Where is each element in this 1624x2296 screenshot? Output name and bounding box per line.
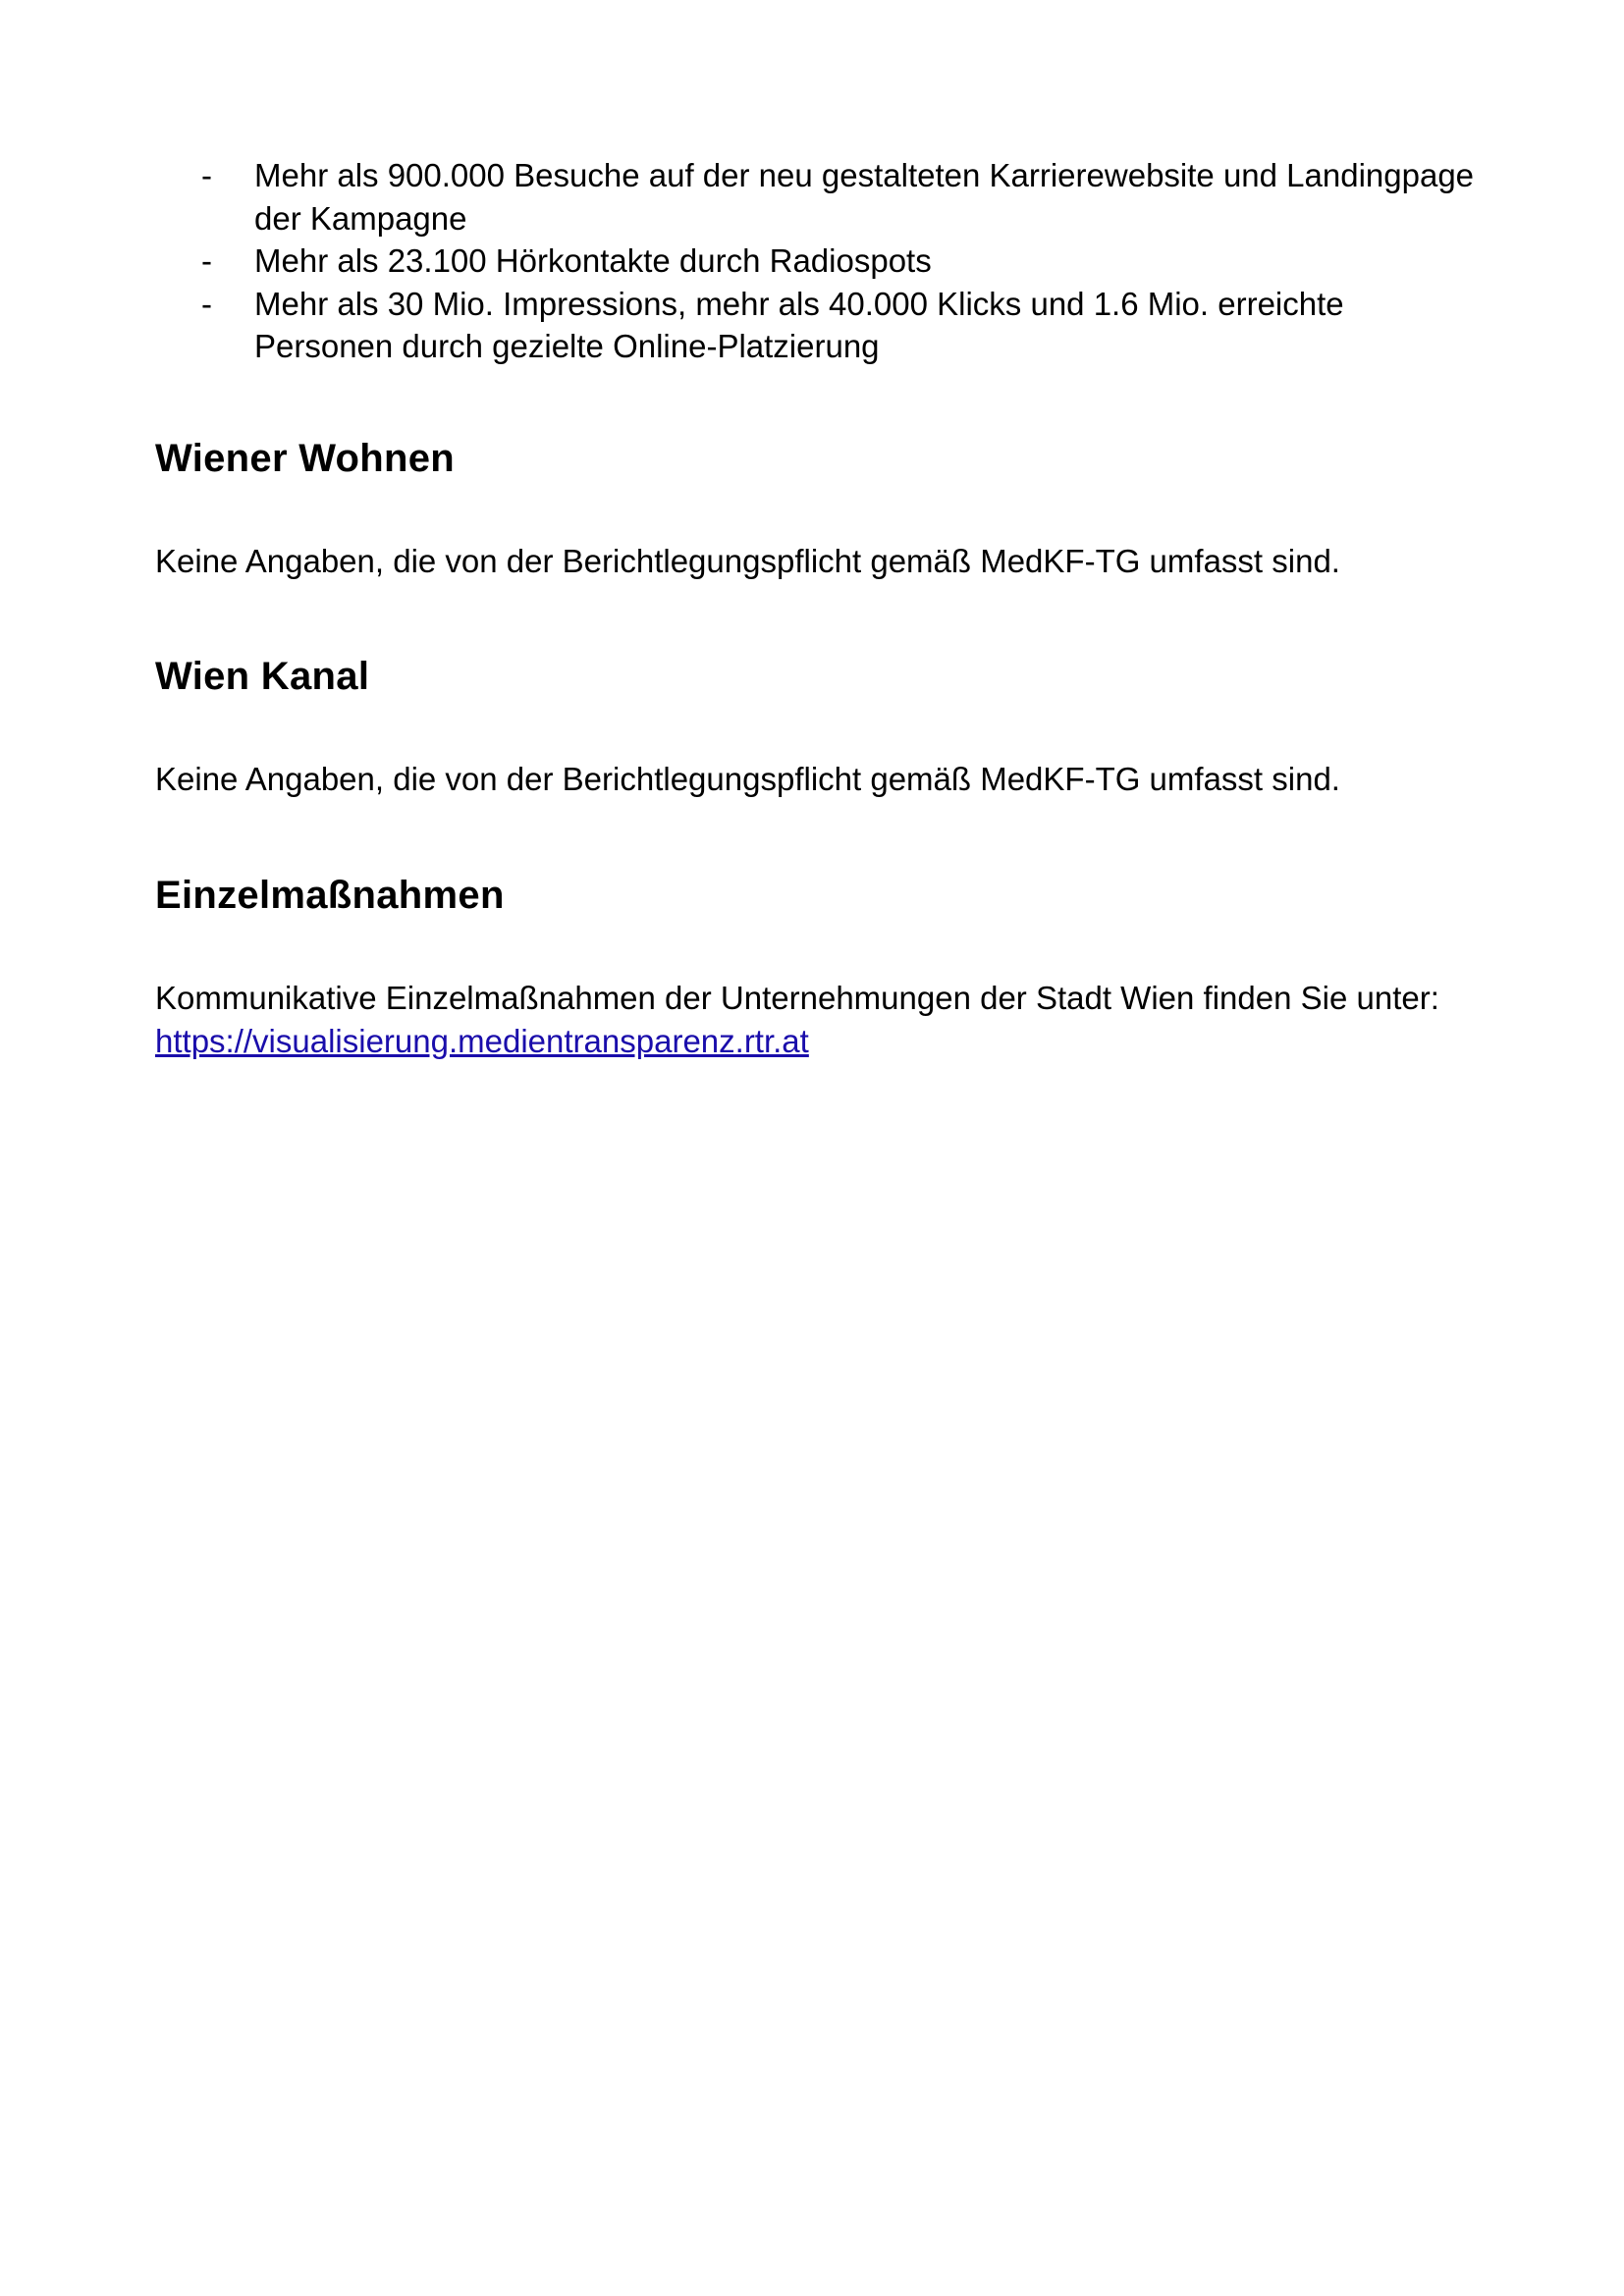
section-heading-wiener-wohnen: Wiener Wohnen [155, 437, 456, 480]
section-text-einzelmassnahmen [155, 977, 1481, 1062]
results-bullet-list [201, 154, 1478, 368]
section-text-wien-kanal: Keine Angaben, die von der Berichtlegungspflicht gemäß MedKF-TG umfasst sind. [155, 761, 1340, 797]
list-item [201, 283, 1478, 368]
einzelmassnahmen-description: Kommunikative Einzelmaßnahmen der Unternehmungen der Stadt Wien finden Sie unter: [155, 980, 1439, 1016]
medientransparenz-link[interactable]: https://visualisierung.medientransparenz.rtr.at [155, 1022, 809, 1059]
list-item [201, 154, 1478, 240]
section-heading-einzelmassnahmen: Einzelmaßnahmen [155, 874, 505, 917]
section-text-wiener-wohnen: Keine Angaben, die von der Berichtlegungspflicht gemäß MedKF-TG umfasst sind. [155, 543, 1340, 579]
bullet-text: Mehr als 23.100 Hörkontakte durch Radiospots [254, 242, 932, 279]
list-item [201, 240, 1478, 283]
bullet-dash: - [201, 242, 212, 279]
bullet-text: Mehr als 900.000 Besuche auf der neu gestalteten Karrierewebsite und Landingpage der Kampagne [254, 157, 1475, 237]
bullet-dash: - [201, 285, 212, 322]
bullet-text: Mehr als 30 Mio. Impressions, mehr als 40.000 Klicks und 1.6 Mio. erreichte Personen durch gezielte Online-Platzierung [254, 285, 1344, 364]
bullet-dash: - [201, 157, 212, 193]
section-heading-wien-kanal: Wien Kanal [155, 655, 370, 698]
